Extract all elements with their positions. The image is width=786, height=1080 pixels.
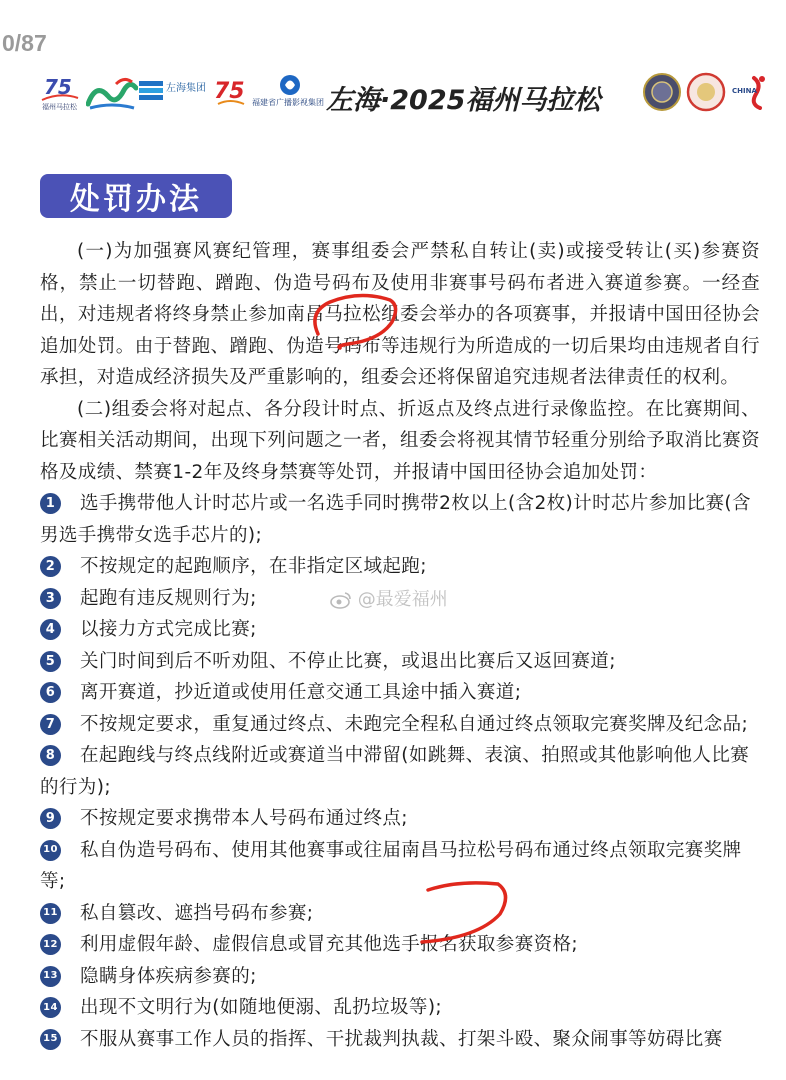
fujian-media-logo-text: 福建省广播影视集团	[252, 98, 324, 107]
anniversary-logo	[212, 74, 248, 114]
page-counter: 0/87	[2, 30, 47, 56]
rule-text: 在起跑线与终点线附近或赛道当中滞留(如跳舞、表演、拍照或其他影响他人比赛的行为);	[40, 745, 750, 798]
rule-text: 起跑有违反规则行为;	[80, 587, 257, 609]
list-item	[40, 898, 760, 930]
fuzhou-marathon-logo	[40, 74, 80, 114]
rule-text: 私自篡改、遮挡号码布参赛;	[80, 902, 314, 924]
rule-text: 离开赛道，抄近道或使用任意交通工具途中插入赛道;	[80, 682, 522, 703]
round-emblem-red	[686, 72, 726, 112]
list-item	[40, 740, 760, 803]
rule-text: 不按规定要求，重复通过终点、未跑完全程私自通过终点领取完赛奖牌及纪念品;	[80, 713, 749, 735]
number-badge: 15	[40, 1029, 61, 1050]
number-badge: 8	[40, 745, 61, 766]
list-item	[40, 929, 760, 961]
list-item	[40, 803, 760, 835]
weibo-watermark	[330, 585, 448, 611]
rule-text: 以接力方式完成比赛;	[80, 619, 257, 640]
number-badge: 14	[40, 997, 61, 1018]
china-athletics-logo	[732, 74, 774, 114]
rule-text: 不按规定要求携带本人号码布通过终点;	[80, 808, 408, 829]
list-item	[40, 992, 760, 1024]
event-title: 左海·2025福州马拉松	[326, 85, 601, 116]
number-badge: 3	[40, 588, 61, 609]
number-badge: 5	[40, 651, 61, 672]
rule-text: 隐瞒身体疾病参赛的;	[80, 965, 257, 987]
list-item	[40, 551, 760, 583]
zuohai-group-logo-text: 左海集团	[166, 83, 206, 94]
number-badge: 12	[40, 934, 61, 955]
list-item	[40, 835, 760, 898]
fujian-media-logo	[252, 74, 336, 120]
svg-text:75: 75	[214, 79, 245, 104]
zuohai-group-logo	[138, 78, 212, 112]
paragraph-2: (二)组委会将对起点、各分段计时点、折返点及终点进行录像监控。在比赛期间、比赛相关活动期间，出现下列问题之一者，组委会将视其情节轻重分别给予取消比赛资格及成绩、禁赛1-2年及终身禁赛等处罚，并报请中国田径协会追加处罚：	[40, 398, 760, 483]
number-badge: 9	[40, 808, 61, 829]
number-badge: 13	[40, 966, 61, 987]
watermark-text: @最爱福州	[357, 589, 448, 610]
document-body	[40, 236, 760, 1055]
rule-text: 关门时间到后不听劝阻、不停止比赛，或退出比赛后又返回赛道;	[80, 650, 616, 672]
fuzhou-marathon-logo-text: 福州马拉松	[42, 103, 77, 111]
list-item	[40, 488, 760, 551]
number-badge: 10	[40, 840, 61, 861]
number-badge: 11	[40, 903, 61, 924]
number-badge: 7	[40, 714, 61, 735]
rule-text: 私自伪造号码布、使用其他赛事或往届南昌马拉松号码布通过终点领取完赛奖牌等;	[40, 839, 742, 892]
red-circle-annotation	[300, 292, 410, 352]
rule-text: 选手携带他人计时芯片或一名选手同时携带2枚以上(含2枚)计时芯片参加比赛(含男选手携带女选手芯片的);	[40, 493, 751, 546]
rule-text: 不服从赛事工作人员的指挥、干扰裁判执裁、打架斗殴、聚众闹事等妨碍比赛	[80, 1028, 723, 1050]
number-badge: 1	[40, 493, 61, 514]
rule-text: 出现不文明行为(如随地便溺、乱扔垃圾等);	[80, 997, 443, 1018]
penalty-rule-list	[40, 488, 760, 1055]
red-underline-annotation	[408, 870, 518, 950]
list-item	[40, 961, 760, 993]
section-title: 处罚办法	[40, 174, 232, 218]
weibo-icon	[330, 591, 352, 609]
china-athletics-logo-text: CHINA	[732, 87, 757, 95]
list-item	[40, 614, 760, 646]
list-item	[40, 677, 760, 709]
paragraph-1: (一)为加强赛风赛纪管理，赛事组委会严禁私自转让(卖)或接受转让(买)参赛资格，禁止一切替跑、蹭跑、伪造号码布及使用非赛事号码布者进入赛道参赛。一经查出，对违规者将终身禁止参加南昌马拉松组委会举办的各项赛事，并报请中国田径协会追加处罚。由于替跑、蹭跑、伪造号码布等违规行为所造成的一切后果均由违规者自行承担，对造成经济损失及严重影响的，组委会还将保留追究违规者法律责任的权利。	[40, 241, 760, 388]
list-item	[40, 646, 760, 678]
round-emblem-dark	[642, 72, 682, 112]
list-item	[40, 1024, 760, 1056]
list-item	[40, 709, 760, 741]
number-badge: 6	[40, 682, 61, 703]
rule-text: 利用虚假年龄、虚假信息或冒充其他选手报名获取参赛资格;	[80, 934, 579, 955]
rule-text: 不按规定的起跑顺序，在非指定区域起跑;	[80, 556, 427, 577]
wave-logo	[86, 76, 138, 114]
number-badge: 4	[40, 619, 61, 640]
svg-text:75: 75	[44, 75, 72, 99]
number-badge: 2	[40, 556, 61, 577]
